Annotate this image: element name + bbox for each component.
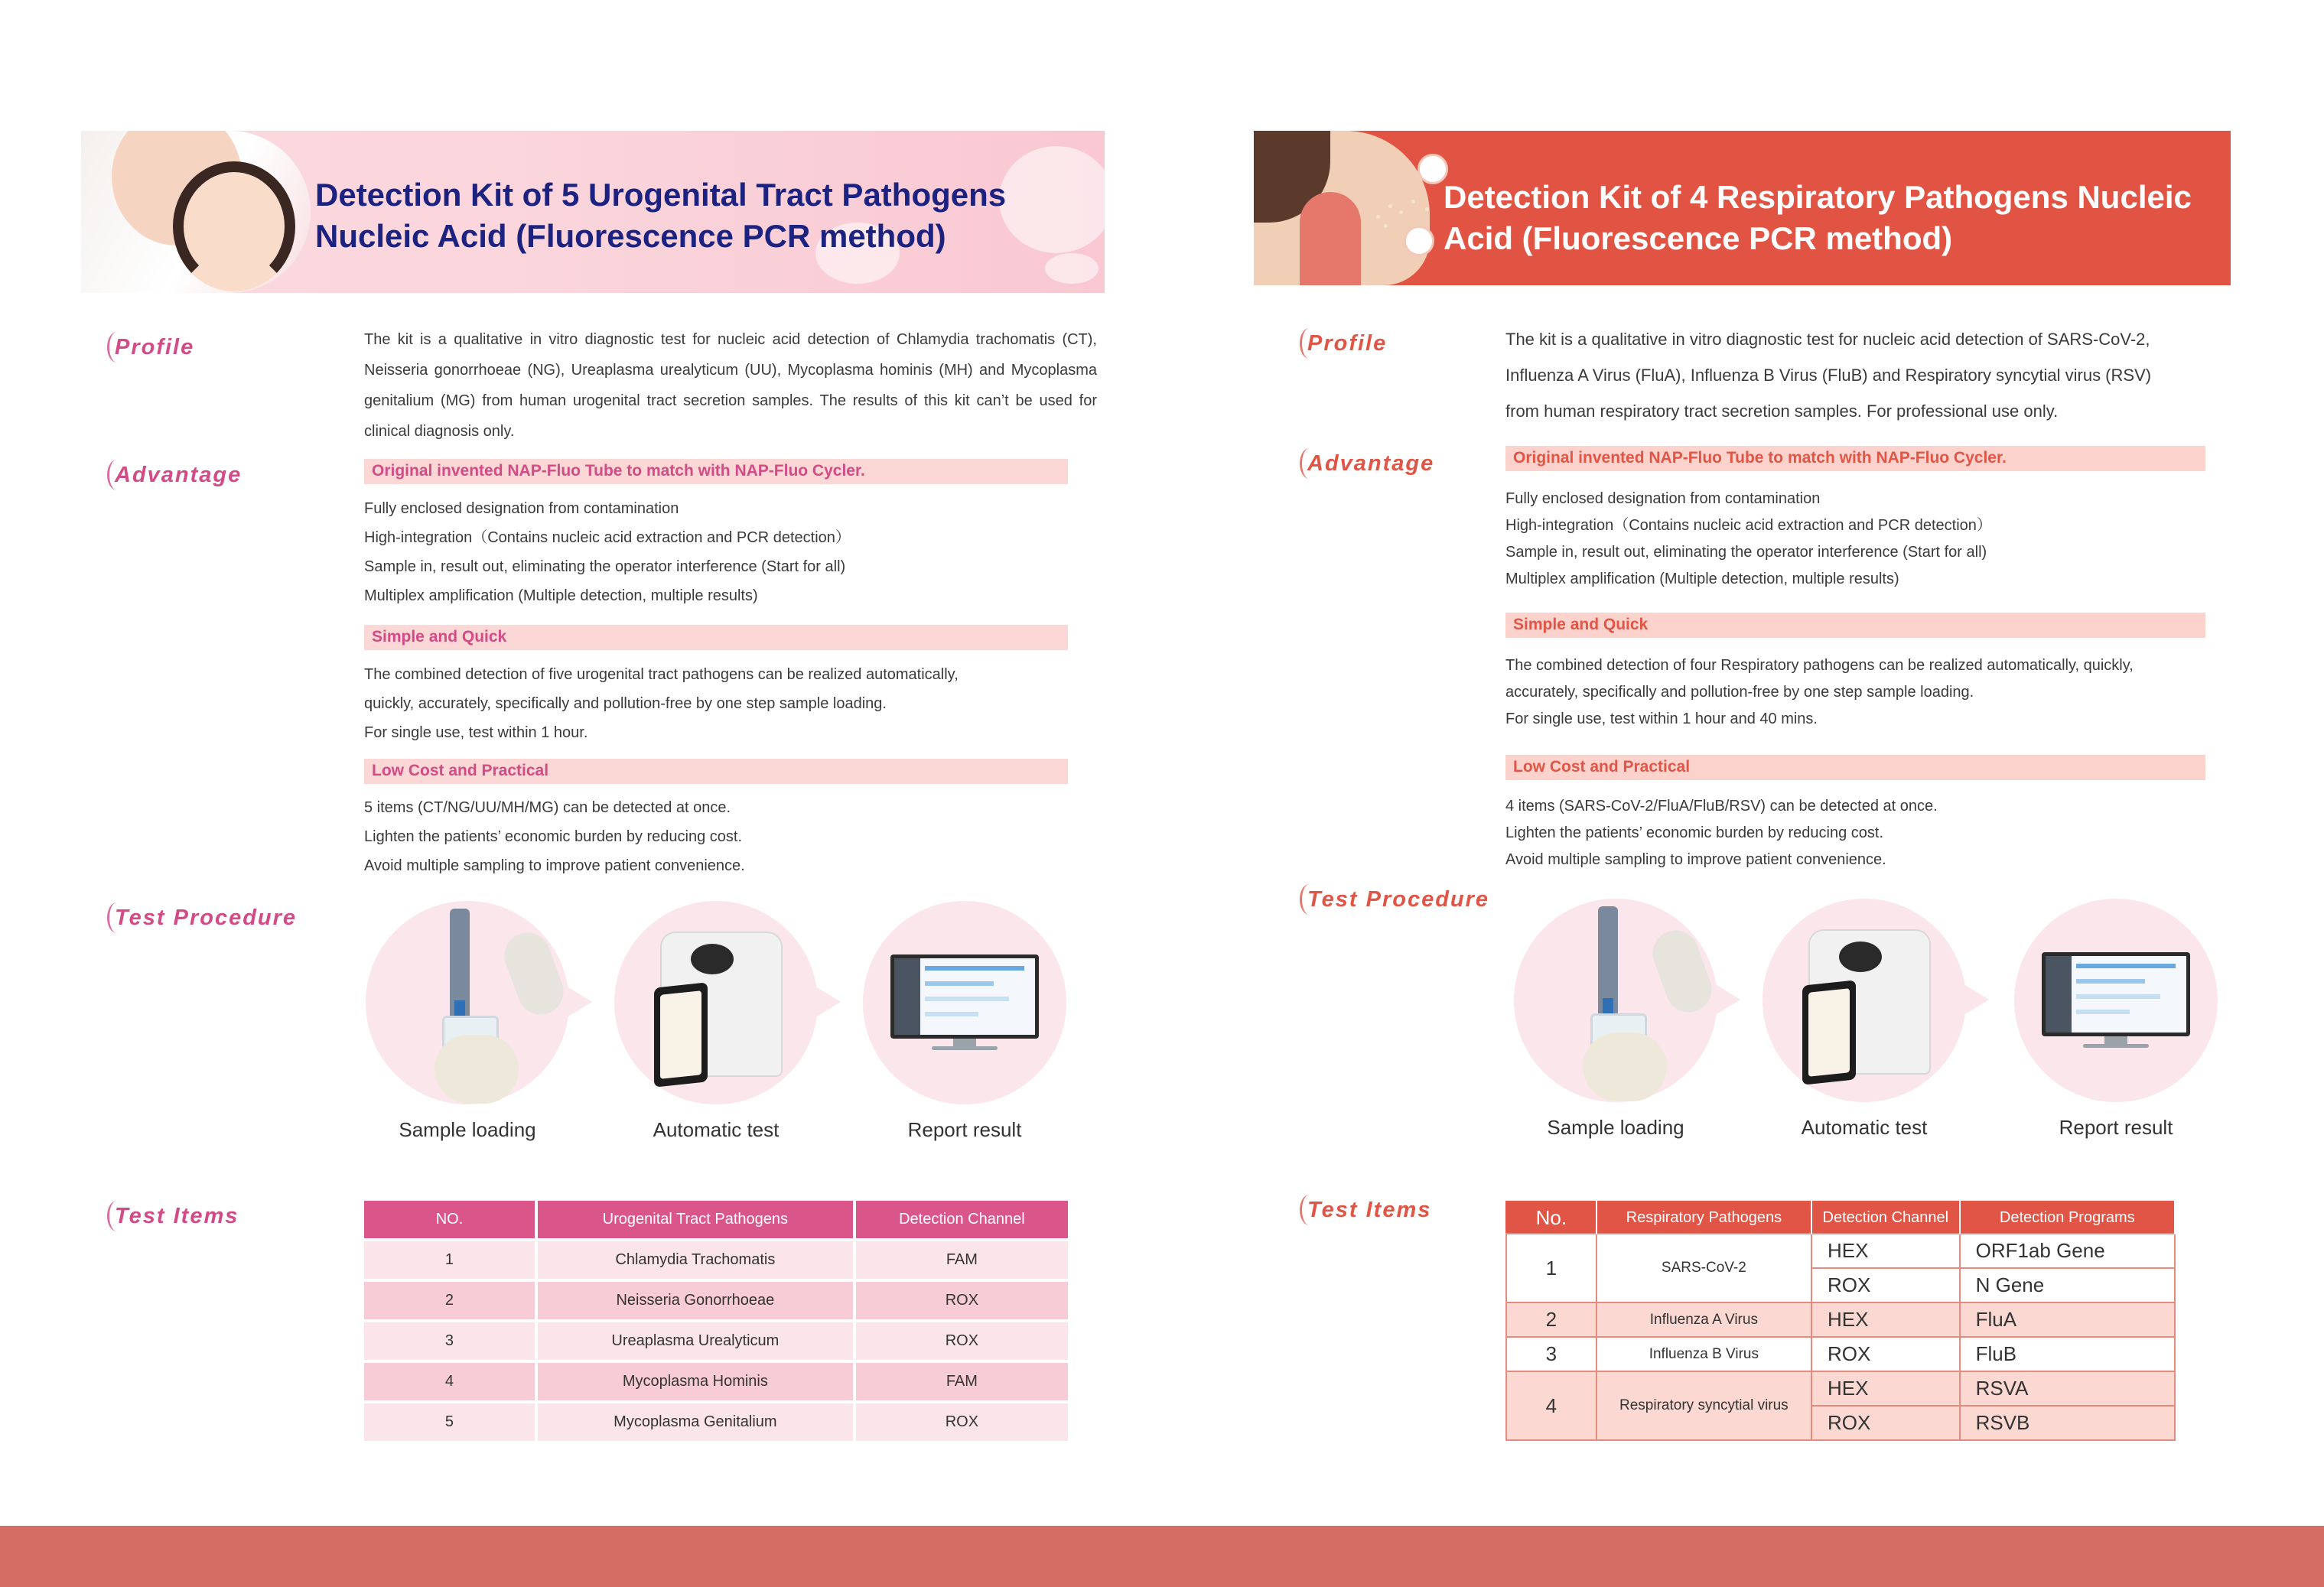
urogenital-banner — [81, 131, 1105, 293]
list-item: 5 items (CT/NG/UU/MH/MG) can be detected at once. — [364, 799, 731, 816]
step-automatic-test — [1763, 899, 1966, 1140]
step-report-result — [863, 901, 1066, 1142]
table-row — [1506, 1337, 2175, 1371]
monitor-icon — [2042, 952, 2190, 1036]
profile-text: The kit is a qualitative in vitro diagnostic test for nucleic acid detection of SARS-CoV-2, Influenza A Virus (FluA), Influenza B Virus (FluB) and Respiratory syncytial virus (RSV) from human respiratory tract secretion samples. For professional use only. — [1505, 330, 2152, 421]
table-cell: ROX — [856, 1282, 1068, 1319]
table-cell: 4 — [364, 1363, 535, 1400]
table-cell: RSVB — [1960, 1406, 2175, 1440]
table-cell: RSVA — [1960, 1371, 2175, 1406]
table-row — [364, 1322, 1068, 1360]
table-cell: FluA — [1960, 1302, 2175, 1337]
list-item: For single use, test within 1 hour and 40 mins. — [1505, 711, 1818, 727]
report-monitor-image — [2014, 899, 2218, 1102]
list-item: Fully enclosed designation from contamination — [1505, 490, 1821, 507]
table-cell: ROX — [856, 1322, 1068, 1360]
heart-decoration — [1045, 253, 1099, 284]
advantage-list-original — [1505, 486, 1992, 593]
step-caption: Automatic test — [653, 1118, 780, 1141]
respiratory-test-items-table — [1505, 1201, 2176, 1441]
table-cell: Mycoplasma Hominis — [538, 1363, 853, 1400]
table-cell: FAM — [856, 1241, 1068, 1279]
column-header: No. — [1506, 1202, 1597, 1234]
table-row — [1506, 1371, 2175, 1406]
table-row — [364, 1282, 1068, 1319]
list-item: For single use, test within 1 hour. — [364, 724, 588, 741]
monitor-icon — [890, 954, 1039, 1039]
list-item: Lighten the patients’ economic burden by reducing cost. — [364, 828, 743, 845]
analyzer-device-image — [1763, 899, 1966, 1102]
table-cell: Mycoplasma Genitalium — [538, 1403, 853, 1441]
column-header: Detection Channel — [1811, 1202, 1960, 1234]
table-cell: ROX — [1811, 1406, 1960, 1440]
glove-icon — [1583, 1033, 1667, 1101]
step-caption: Automatic test — [1801, 1116, 1928, 1139]
table-cell: 1 — [1506, 1234, 1597, 1302]
step-sample-loading — [366, 901, 569, 1142]
advantage-heading-cost: Low Cost and Practical — [364, 759, 1068, 784]
bacteria-icon — [1404, 226, 1434, 256]
list-item: The combined detection of four Respiratory pathogens can be realized automatically, quickly, — [1505, 657, 2134, 674]
table-cell: Neisseria Gonorrhoeae — [538, 1282, 853, 1319]
table-row — [1506, 1302, 2175, 1337]
mother-baby-illustration — [81, 131, 311, 293]
glove-icon — [435, 1035, 519, 1104]
list-item: The combined detection of five urogenital tract pathogens can be realized automatically, — [364, 666, 959, 683]
table-cell: ORF1ab Gene — [1960, 1234, 2175, 1268]
section-test-procedure: Test Procedure — [115, 906, 298, 930]
column-header: Urogenital Tract Pathogens — [538, 1201, 853, 1238]
table-cell: Influenza A Virus — [1597, 1302, 1811, 1337]
analyzer-device-image — [614, 901, 818, 1104]
list-item: Sample in, result out, eliminating the operator interference (Start for all) — [364, 558, 846, 575]
table-cell: 3 — [364, 1322, 535, 1360]
table-cell: Ureaplasma Urealyticum — [538, 1322, 853, 1360]
banner-title: Detection Kit of 4 Respiratory Pathogens Nucleic Acid (Fluorescence PCR method) — [1444, 179, 2192, 256]
column-header: Respiratory Pathogens — [1597, 1202, 1811, 1234]
table-cell: ROX — [1811, 1337, 1960, 1371]
advantage-heading-cost: Low Cost and Practical — [1505, 755, 2205, 780]
list-item: quickly, accurately, specifically and pollution-free by one step sample loading. — [364, 695, 887, 712]
step-caption: Sample loading — [1547, 1116, 1684, 1139]
column-header: Detection Channel — [856, 1201, 1068, 1238]
footer-band — [0, 1526, 2324, 1587]
step-report-result — [2014, 899, 2218, 1140]
respiratory-kit-page — [1162, 0, 2324, 1526]
profile-text: The kit is a qualitative in vitro diagnostic test for nucleic acid detection of Chlamydia trachomatis (CT), Neisseria gonorrhoeae (NG), Ureaplasma urealyticum (UU), Mycoplasma hominis (MH) and Mycoplasma genitalium (MG) from human urogenital tract secretion samples. The results of this kit can’t be used for clinical diagnosis only. — [364, 331, 1097, 440]
table-cell: HEX — [1811, 1234, 1960, 1268]
table-header-row — [1506, 1202, 2175, 1234]
glove-icon — [1646, 924, 1718, 1019]
table-cell: FluB — [1960, 1337, 2175, 1371]
table-cell: 4 — [1506, 1371, 1597, 1440]
report-monitor-image — [863, 901, 1066, 1104]
table-cell: Influenza B Virus — [1597, 1337, 1811, 1371]
list-item: High-integration（Contains nucleic acid extraction and PCR detection） — [364, 529, 851, 546]
table-cell: Chlamydia Trachomatis — [538, 1241, 853, 1279]
advantage-list-simple — [1505, 652, 2134, 733]
advantage-heading-original: Original invented NAP-Fluo Tube to match with NAP-Fluo Cycler. — [1505, 446, 2205, 471]
column-header: NO. — [364, 1201, 535, 1238]
list-item: 4 items (SARS-CoV-2/FluA/FluB/RSV) can be detected at once. — [1505, 798, 1938, 815]
list-item: Fully enclosed designation from contamination — [364, 500, 679, 517]
list-item: accurately, specifically and pollution-free by one step sample loading. — [1505, 684, 1974, 701]
table-cell: FAM — [856, 1363, 1068, 1400]
step-caption: Report result — [2059, 1116, 2173, 1139]
urogenital-kit-page — [0, 0, 1162, 1526]
advantage-list-cost — [364, 793, 1097, 880]
glove-icon — [498, 926, 570, 1021]
table-cell: 2 — [364, 1282, 535, 1319]
table-cell: 3 — [1506, 1337, 1597, 1371]
section-profile: Profile — [1307, 331, 1388, 356]
table-row — [1506, 1234, 2175, 1268]
urogenital-test-items-table — [361, 1198, 1071, 1444]
section-advantage: Advantage — [1307, 451, 1435, 476]
table-cell: HEX — [1811, 1371, 1960, 1406]
advantage-list-cost — [1505, 793, 1938, 873]
baby-face — [173, 161, 295, 291]
table-cell: ROX — [856, 1403, 1068, 1441]
list-item: Avoid multiple sampling to improve patient convenience. — [364, 857, 745, 874]
step-caption: Sample loading — [399, 1118, 536, 1141]
step-caption: Report result — [907, 1118, 1022, 1141]
list-item: Multiplex amplification (Multiple detection, multiple results) — [364, 587, 758, 604]
banner-title: Detection Kit of 5 Urogenital Tract Pathogens Nucleic Acid (Fluorescence PCR method) — [315, 177, 1007, 254]
step-sample-loading — [1514, 899, 1717, 1140]
section-profile: Profile — [115, 335, 195, 359]
list-item: Sample in, result out, eliminating the operator interference (Start for all) — [1505, 544, 1987, 561]
advantage-heading-original: Original invented NAP-Fluo Tube to match with NAP-Fluo Cycler. — [364, 459, 1068, 484]
table-row — [364, 1363, 1068, 1400]
table-cell: ROX — [1811, 1268, 1960, 1302]
table-cell: 1 — [364, 1241, 535, 1279]
list-item: High-integration（Contains nucleic acid extraction and PCR detection） — [1505, 517, 1992, 534]
table-cell: Respiratory syncytial virus — [1597, 1371, 1811, 1440]
advantage-heading-simple: Simple and Quick — [364, 625, 1068, 650]
table-header-row — [364, 1201, 1068, 1238]
table-cell: 2 — [1506, 1302, 1597, 1337]
respiratory-tract-shape — [1300, 192, 1361, 285]
heart-decoration — [999, 146, 1105, 253]
section-test-items: Test Items — [1307, 1198, 1432, 1222]
table-cell: SARS-CoV-2 — [1597, 1234, 1811, 1302]
advantage-list-original — [364, 494, 1097, 610]
table-cell: N Gene — [1960, 1268, 2175, 1302]
section-advantage: Advantage — [115, 463, 242, 487]
column-header: Detection Programs — [1960, 1202, 2175, 1234]
step-automatic-test — [614, 901, 818, 1142]
list-item: Multiplex amplification (Multiple detection, multiple results) — [1505, 571, 1899, 587]
advantage-heading-simple: Simple and Quick — [1505, 613, 2205, 638]
table-row — [364, 1403, 1068, 1441]
respiratory-banner — [1254, 131, 2231, 285]
advantage-list-simple — [364, 660, 1097, 747]
sample-loading-image — [366, 901, 569, 1104]
section-test-items: Test Items — [115, 1204, 239, 1228]
table-row — [364, 1241, 1068, 1279]
table-cell: HEX — [1811, 1302, 1960, 1337]
sample-loading-image — [1514, 899, 1717, 1102]
section-test-procedure: Test Procedure — [1307, 887, 1490, 912]
list-item: Lighten the patients’ economic burden by reducing cost. — [1505, 824, 1884, 841]
list-item: Avoid multiple sampling to improve patient convenience. — [1505, 851, 1886, 868]
table-cell: 5 — [364, 1403, 535, 1441]
